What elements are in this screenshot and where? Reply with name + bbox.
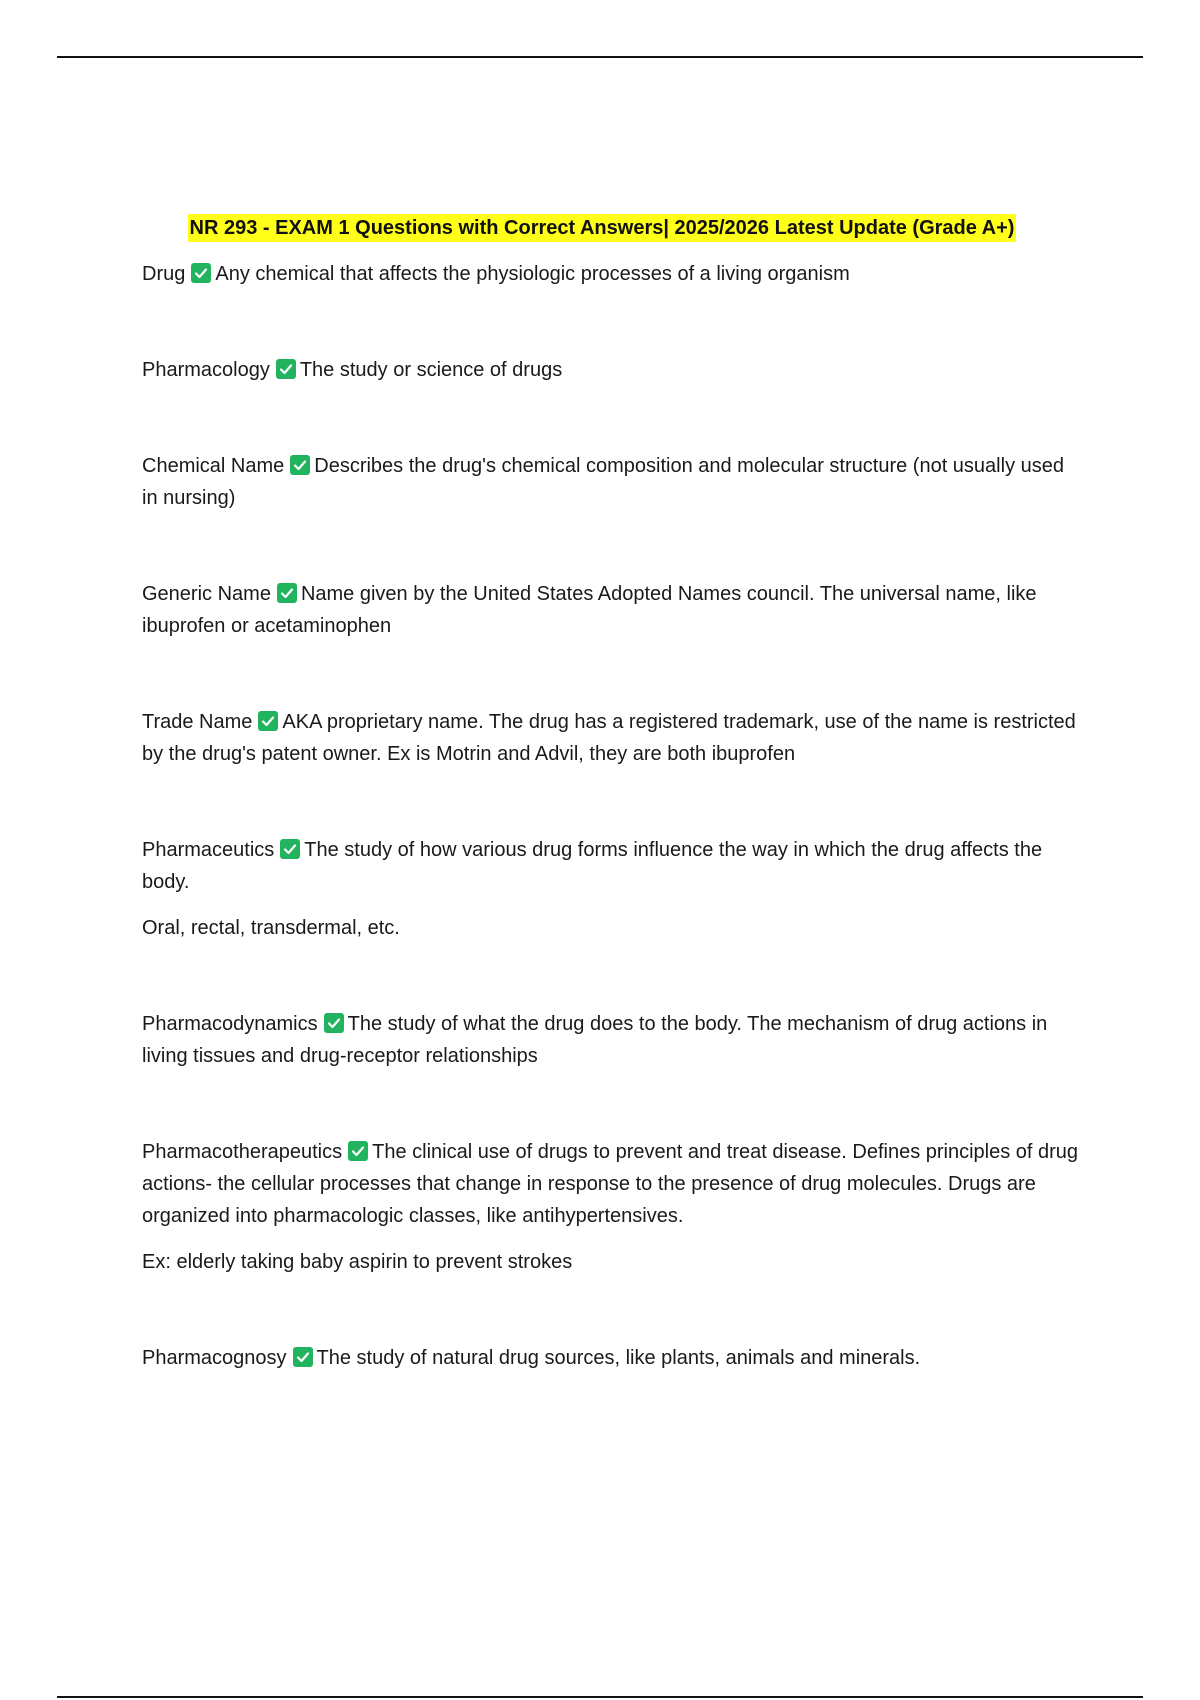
checkmark-icon — [258, 711, 278, 731]
entry-definition: The study of natural drug sources, like plants, animals and minerals. — [316, 1347, 921, 1369]
entry-line — [142, 1136, 1082, 1232]
entry-note: Oral, rectal, transdermal, etc. — [142, 917, 400, 939]
list-item — [142, 1008, 1082, 1072]
entry-term: Pharmaceutics — [142, 839, 275, 861]
entry-line — [142, 578, 1082, 642]
entry-note: Ex: elderly taking baby aspirin to prevent strokes — [142, 1251, 573, 1273]
checkmark-icon — [276, 359, 296, 379]
entry-line — [142, 706, 1082, 770]
entry-line — [142, 258, 1082, 290]
entry-term: Pharmacology — [142, 359, 270, 381]
list-item — [142, 354, 1082, 386]
checkmark-icon — [280, 839, 300, 859]
entry-definition: Describes the drug's chemical composition and molecular structure (not usually used in nursing) — [142, 455, 1064, 509]
list-item — [142, 1342, 1082, 1374]
entry-term: Trade Name — [142, 711, 253, 733]
header-rule — [57, 56, 1143, 58]
checkmark-icon — [324, 1013, 344, 1033]
list-item — [142, 1136, 1082, 1278]
entry-line — [142, 834, 1082, 898]
footer-rule — [57, 1696, 1143, 1698]
entries-list — [142, 258, 1082, 1374]
entry-definition: AKA proprietary name. The drug has a registered trademark, use of the name is restricted by the drug's patent owner. Ex is Motrin and Advil, they are both ibuprofen — [142, 711, 1076, 765]
checkmark-icon — [290, 455, 310, 475]
entry-definition: The clinical use of drugs to prevent and treat disease. Defines principles of drug actions- the cellular processes that change in response to the presence of drug molecules. Drugs are organized into pharmacologic classes, like antihypertensives. — [142, 1141, 1079, 1227]
entry-definition: Name given by the United States Adopted Names council. The universal name, like ibuprofen or acetaminophen — [142, 583, 1037, 637]
document-title: NR 293 - EXAM 1 Questions with Correct Answers| 2025/2026 Latest Update (Grade A+) — [188, 214, 1017, 242]
entry-term: Chemical Name — [142, 455, 285, 477]
list-item — [142, 258, 1082, 290]
entry-term: Pharmacotherapeutics — [142, 1141, 343, 1163]
list-item — [142, 834, 1082, 944]
entry-definition: The study of what the drug does to the body. The mechanism of drug actions in living tissues and drug-receptor relationships — [142, 1013, 1048, 1067]
entry-definition: The study of how various drug forms influence the way in which the drug affects the body. — [142, 839, 1043, 893]
entry-line — [142, 354, 1082, 386]
checkmark-icon — [191, 263, 211, 283]
entry-definition: Any chemical that affects the physiologic processes of a living organism — [215, 263, 850, 285]
entry-term: Drug — [142, 263, 186, 285]
entry-definition: The study or science of drugs — [299, 359, 563, 381]
title-container — [142, 214, 1062, 242]
entry-term: Pharmacognosy — [142, 1347, 287, 1369]
entry-line — [142, 450, 1082, 514]
checkmark-icon — [348, 1141, 368, 1161]
checkmark-icon — [293, 1347, 313, 1367]
entry-term: Pharmacodynamics — [142, 1013, 318, 1035]
document-body — [142, 214, 1082, 1438]
list-item — [142, 578, 1082, 642]
list-item — [142, 706, 1082, 770]
checkmark-icon — [277, 583, 297, 603]
entry-term: Generic Name — [142, 583, 271, 605]
entry-line — [142, 1342, 1082, 1374]
entry-line — [142, 1008, 1082, 1072]
list-item — [142, 450, 1082, 514]
